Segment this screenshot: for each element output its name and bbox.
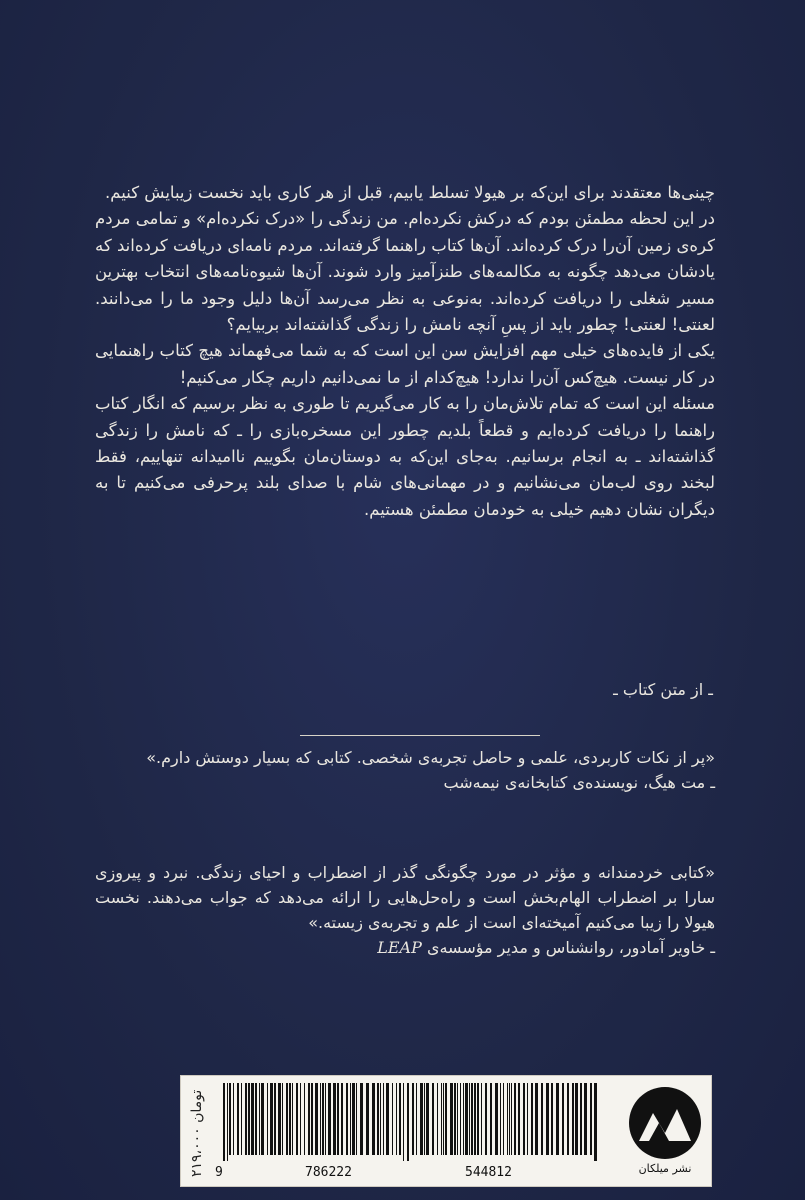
barcode-bar xyxy=(255,1083,257,1155)
barcode-bar xyxy=(469,1083,470,1155)
barcode-bar xyxy=(282,1083,283,1155)
barcode-bar xyxy=(386,1083,389,1155)
blurb-paragraph-1: چینی‌ها معتقدند برای این‌که بر هیولا تسلط یابیم، قبل از هر کاری باید نخست زیبایش کنیم. xyxy=(105,183,715,202)
endorsement-1-text: «پر از نکات کاربردی، علمی و حاصل تجربه‌ی شخصی. کتابی که بسیار دوستش دارم.» xyxy=(146,748,715,767)
barcode-bar xyxy=(471,1083,473,1155)
endorsement-2 xyxy=(95,860,715,960)
blurb-paragraph-2: در این لحظه مطمئن بودم که درکش نکرده‌ام. من زندگی را «درک نکرده‌ام» و تمامی مردم کره‌ی زمین آن‌را درک کرده‌اند. آن‌ها کتاب راهنما گرفته‌اند. مردم نامه‌ای دریافت کرده‌اند که یادشان می‌دهد چگونه به مکالمه‌های طنزآمیز وارد شوند. آن‌ها شیوه‌نامه‌های انتخاب بهترین مسیر شغلی را دریافت کرده‌اند. به‌نوعی به نظر می‌رسد آن‌ها دلیل وجود ما را می‌دانند. لعنتی! لعنتی! چطور باید از پسِ آنچه نامش را زندگی گذاشته‌اند بربیایم؟ xyxy=(95,209,715,335)
barcode-bar xyxy=(396,1083,397,1155)
barcode-bar xyxy=(237,1083,239,1155)
barcode-bar xyxy=(248,1083,250,1155)
barcode-bar xyxy=(507,1083,508,1155)
excerpt-source: ـ از متن کتاب ـ xyxy=(613,680,713,699)
barcode-bar xyxy=(346,1083,348,1155)
endorsement-1 xyxy=(95,745,715,795)
barcode-bar xyxy=(477,1083,479,1155)
barcode-bar xyxy=(567,1083,569,1155)
barcode-bar xyxy=(474,1083,476,1155)
barcode-bar xyxy=(320,1083,321,1155)
barcode-bar xyxy=(392,1083,393,1155)
barcode-bar xyxy=(278,1083,281,1155)
barcode-bar xyxy=(333,1083,336,1155)
isbn-group-2: 544812 xyxy=(465,1165,512,1180)
barcode-bar xyxy=(460,1083,461,1155)
barcode-bar xyxy=(551,1083,553,1155)
barcode-bar xyxy=(590,1083,592,1155)
barcode-bar xyxy=(311,1083,313,1155)
barcode-bar xyxy=(328,1083,331,1155)
barcode-bar xyxy=(500,1083,501,1155)
barcode-bar xyxy=(315,1083,318,1155)
barcode-bar xyxy=(503,1083,504,1155)
barcode-bar xyxy=(454,1083,456,1155)
barcode-bar xyxy=(514,1083,516,1155)
barcode-bar xyxy=(383,1083,384,1155)
barcode-bar xyxy=(261,1083,264,1155)
barcode-bar xyxy=(572,1083,574,1155)
barcode-bar xyxy=(535,1083,538,1155)
barcode-bar xyxy=(584,1083,587,1155)
isbn-group-1: 786222 xyxy=(305,1165,352,1180)
blurb-paragraph-4: مسئله این است که تمام تلاش‌مان را به کار می‌گیریم تا طوری به نظر برسیم که انگار کتاب راهنما را دریافت کرده‌ایم و قطعاً بلدیم چطور این مسخره‌بازی را ـ که نامش را زندگی گذاشته‌اند ـ به انجام برسانیم. به‌جای این‌که به دوستان‌مان بگوییم ناامیدانه تنهاییم، فقط لبخند روی لب‌مان می‌نشانیم و در مهمانی‌های شام با صدای بلند پرحرفی می‌کنیم تا به دیگران نشان دهیم خیلی به خودمان مطمئن هستیم. xyxy=(95,394,715,519)
barcode-bar xyxy=(457,1083,458,1155)
barcode-bar xyxy=(445,1083,447,1155)
barcode-bar xyxy=(360,1083,363,1155)
endorsement-2-org: LEAP xyxy=(377,938,422,957)
isbn-barcode xyxy=(215,1083,610,1163)
barcode-bar xyxy=(229,1083,231,1155)
endorsement-1-attribution: ـ مت هیگ، نویسنده‌ی کتابخانه‌ی نیمه‌شب xyxy=(443,773,715,792)
barcode-bar xyxy=(292,1083,293,1155)
endorsement-2-attribution-text: ـ خاویر آمادور، روانشناس و مدیر مؤسسه‌ی xyxy=(426,938,715,957)
barcode-bar xyxy=(416,1083,417,1155)
barcode-bar xyxy=(245,1083,247,1155)
barcode-bar xyxy=(527,1083,528,1155)
barcode-bar xyxy=(450,1083,453,1155)
barcode-bar xyxy=(300,1083,301,1155)
barcode-bar xyxy=(241,1083,242,1155)
endorsement-2-attribution xyxy=(95,935,715,960)
blurb-paragraph-3: یکی از فایده‌های خیلی مهم افزایش سن این است که به شما می‌فهماند هیچ کتاب راهنمایی در کار نیست. هیچ‌کس آن‌را ندارد! هیچ‌کدام از ما نمی‌دانیم داریم چکار می‌کنیم! xyxy=(95,341,715,387)
barcode-bar xyxy=(511,1083,512,1155)
barcode-bar xyxy=(304,1083,305,1155)
barcode-bar xyxy=(377,1083,379,1155)
publisher-name: نشر میلکان xyxy=(638,1162,692,1175)
isbn-number xyxy=(215,1165,610,1181)
barcode-bar xyxy=(594,1083,597,1161)
barcode-bar xyxy=(286,1083,288,1155)
barcode-bar xyxy=(546,1083,549,1155)
barcode-bar xyxy=(509,1083,510,1155)
barcode-bar xyxy=(426,1083,429,1155)
barcode-bar xyxy=(463,1083,464,1155)
barcode-bar xyxy=(274,1083,276,1155)
barcode-bar xyxy=(420,1083,423,1155)
barcode-bar xyxy=(352,1083,355,1155)
barcode-bar xyxy=(541,1083,543,1155)
barcode-bar xyxy=(259,1083,260,1155)
blurb-excerpt xyxy=(95,180,715,523)
barcode-bar xyxy=(424,1083,425,1155)
barcode-bar xyxy=(531,1083,533,1155)
barcode-bar xyxy=(407,1083,409,1161)
barcode-bar xyxy=(437,1083,438,1155)
barcode-bar xyxy=(372,1083,375,1155)
barcode-bar xyxy=(380,1083,381,1155)
barcode-bar xyxy=(556,1083,559,1155)
barcode-bar xyxy=(432,1083,434,1155)
barcode-bar xyxy=(366,1083,369,1155)
endorsement-2-text: «کتابی خردمندانه و مؤثر در مورد چگونگی گذر از اضطراب و احیای زندگی. نبرد و پیروزی سارا بر اضطراب الهام‌بخش است و راه‌حل‌هایی را ارائه می‌دهد که جواب می‌دهند. نخست هیولا را زیبا می‌کنیم آمیخته‌ای است از علم و تجربه‌ی زیسته.» xyxy=(95,863,715,932)
barcode-bar xyxy=(322,1083,324,1155)
barcode-bar xyxy=(403,1083,404,1161)
barcode-bar xyxy=(575,1083,578,1155)
barcode-bar xyxy=(337,1083,339,1155)
barcode-bar xyxy=(233,1083,234,1155)
barcode-bar xyxy=(523,1083,525,1155)
barcode-bar xyxy=(308,1083,310,1155)
barcode-bar xyxy=(441,1083,442,1155)
barcode-bar xyxy=(267,1083,268,1155)
barcode-bar xyxy=(399,1083,401,1155)
barcode-bar xyxy=(465,1083,468,1155)
barcode-bar xyxy=(270,1083,273,1155)
barcode-bar xyxy=(341,1083,343,1155)
barcode-bar xyxy=(227,1083,228,1161)
barcode-bar xyxy=(562,1083,564,1155)
barcode-bar xyxy=(490,1083,492,1155)
barcode-bar xyxy=(356,1083,357,1155)
barcode-bar xyxy=(518,1083,520,1155)
barcode-bar xyxy=(289,1083,291,1155)
barcode-bar xyxy=(223,1083,225,1161)
price-label: ۲۱۹،۰۰۰ تومان xyxy=(189,1089,205,1177)
barcode-bar xyxy=(251,1083,254,1155)
barcode-bar xyxy=(325,1083,326,1155)
barcode-bar xyxy=(350,1083,351,1155)
barcode-bar xyxy=(412,1083,414,1155)
divider-line xyxy=(300,735,540,736)
barcode-bar xyxy=(443,1083,444,1155)
barcode-bar xyxy=(485,1083,487,1155)
barcode-bar xyxy=(580,1083,582,1155)
isbn-digit-prefix: 9 xyxy=(215,1165,223,1180)
barcode-bar xyxy=(296,1083,298,1155)
barcode-bar xyxy=(495,1083,498,1155)
barcode-bar xyxy=(481,1083,482,1155)
